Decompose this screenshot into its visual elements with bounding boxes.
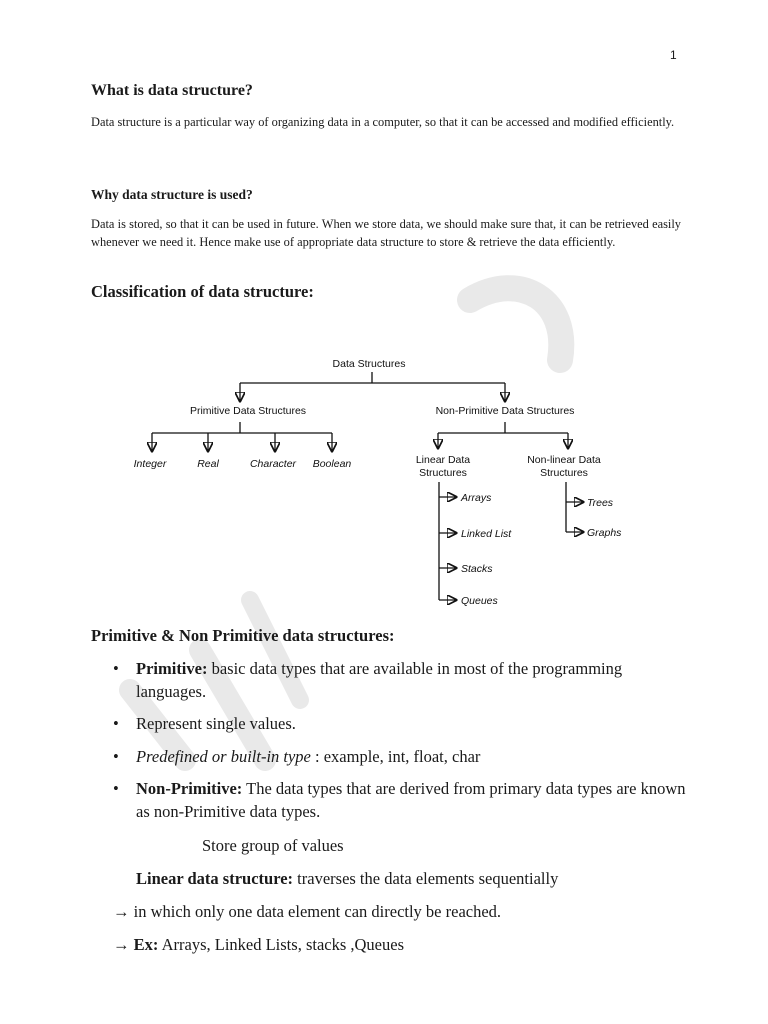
page-number: 1: [670, 48, 677, 62]
arrow-line-one: [113, 902, 501, 922]
bullet-marker: •: [113, 714, 119, 733]
bullet-italic-predefined: Predefined or built-in type: [136, 746, 311, 766]
diagram-root: Data Structures: [332, 358, 406, 370]
diagram-type-character: Character: [249, 458, 297, 470]
arrow-line-one-text: in which only one data element can directly be reached.: [133, 902, 502, 921]
paragraph-definition: Data structure is a particular way of organizing data in a computer, so that it can be accessed and modified efficiently.: [91, 115, 675, 129]
bullet-marker: •: [113, 779, 119, 798]
bullet-marker: •: [113, 746, 119, 766]
bullet-label-non-primitive: Non-Primitive:: [136, 779, 243, 798]
diagram-nonlinear-line2: Structures: [540, 467, 588, 479]
diagram-type-integer: Integer: [133, 458, 167, 470]
diagram-non-primitive: Non-Primitive Data Structures: [435, 405, 575, 417]
heading-classification: Classification of data structure:: [91, 282, 314, 301]
diagram-item-graphs: Graphs: [587, 527, 622, 539]
diagram-type-boolean: Boolean: [312, 458, 352, 470]
diagram-primitive: Primitive Data Structures: [189, 405, 307, 417]
arrow-icon: →: [113, 935, 130, 954]
bullet-item-non-primitive: [113, 778, 693, 823]
diagram-item-stacks: Stacks: [461, 563, 493, 575]
heading-what-is-data-structure: What is data structure?: [91, 82, 253, 99]
bullet-item-single-values: [113, 713, 693, 736]
diagram-linear-line1: Linear Data: [415, 454, 471, 466]
diagram-nonlinear-line1: Non-linear Data: [527, 454, 601, 466]
bullet-marker: •: [113, 659, 119, 678]
bullet-text-non-primitive: The data types that are derived from primary data types are known as non-Primitive data types.: [136, 779, 686, 821]
store-group-text: Store group of values: [202, 836, 344, 855]
bullet-item-primitive: [113, 658, 693, 703]
diagram-item-trees: Trees: [587, 497, 614, 509]
arrow-icon: →: [113, 902, 130, 921]
linear-definition: [136, 869, 558, 889]
diagram-item-linked-list: Linked List: [461, 528, 512, 540]
bullet-text-single-values: Represent single values.: [136, 714, 296, 733]
paragraph-why-used: Data is stored, so that it can be used in future. When we store data, we should make sure that, it can be retrieved easily whenever we need it. Hence make use of appropriate data structure to store & retrieve the data efficiently.: [91, 217, 681, 249]
bullet-text-predefined: : example, int, float, char: [310, 746, 481, 766]
bullet-list: [113, 658, 693, 833]
bullet-label-primitive: Primitive:: [136, 659, 208, 678]
bullet-item-predefined: [113, 746, 693, 769]
linear-text: traverses the data elements sequentially: [293, 869, 559, 888]
diagram-item-queues: Queues: [461, 595, 498, 607]
example-text: Arrays, Linked Lists, stacks ,Queues: [158, 935, 404, 954]
heading-primitive-non-primitive: Primitive & Non Primitive data structures:: [91, 626, 395, 645]
diagram-linear-line2: Structures: [419, 467, 467, 479]
arrow-line-two: [113, 935, 404, 955]
linear-label: Linear data structure:: [136, 869, 294, 888]
bullet-text-primitive: basic data types that are available in most of the programming languages.: [136, 659, 623, 701]
diagram-type-real: Real: [197, 458, 219, 470]
example-label: Ex:: [133, 935, 159, 954]
diagram-item-arrays: Arrays: [461, 492, 492, 504]
classification-diagram: [110, 345, 630, 615]
heading-why-used: Why data structure is used?: [91, 187, 253, 202]
